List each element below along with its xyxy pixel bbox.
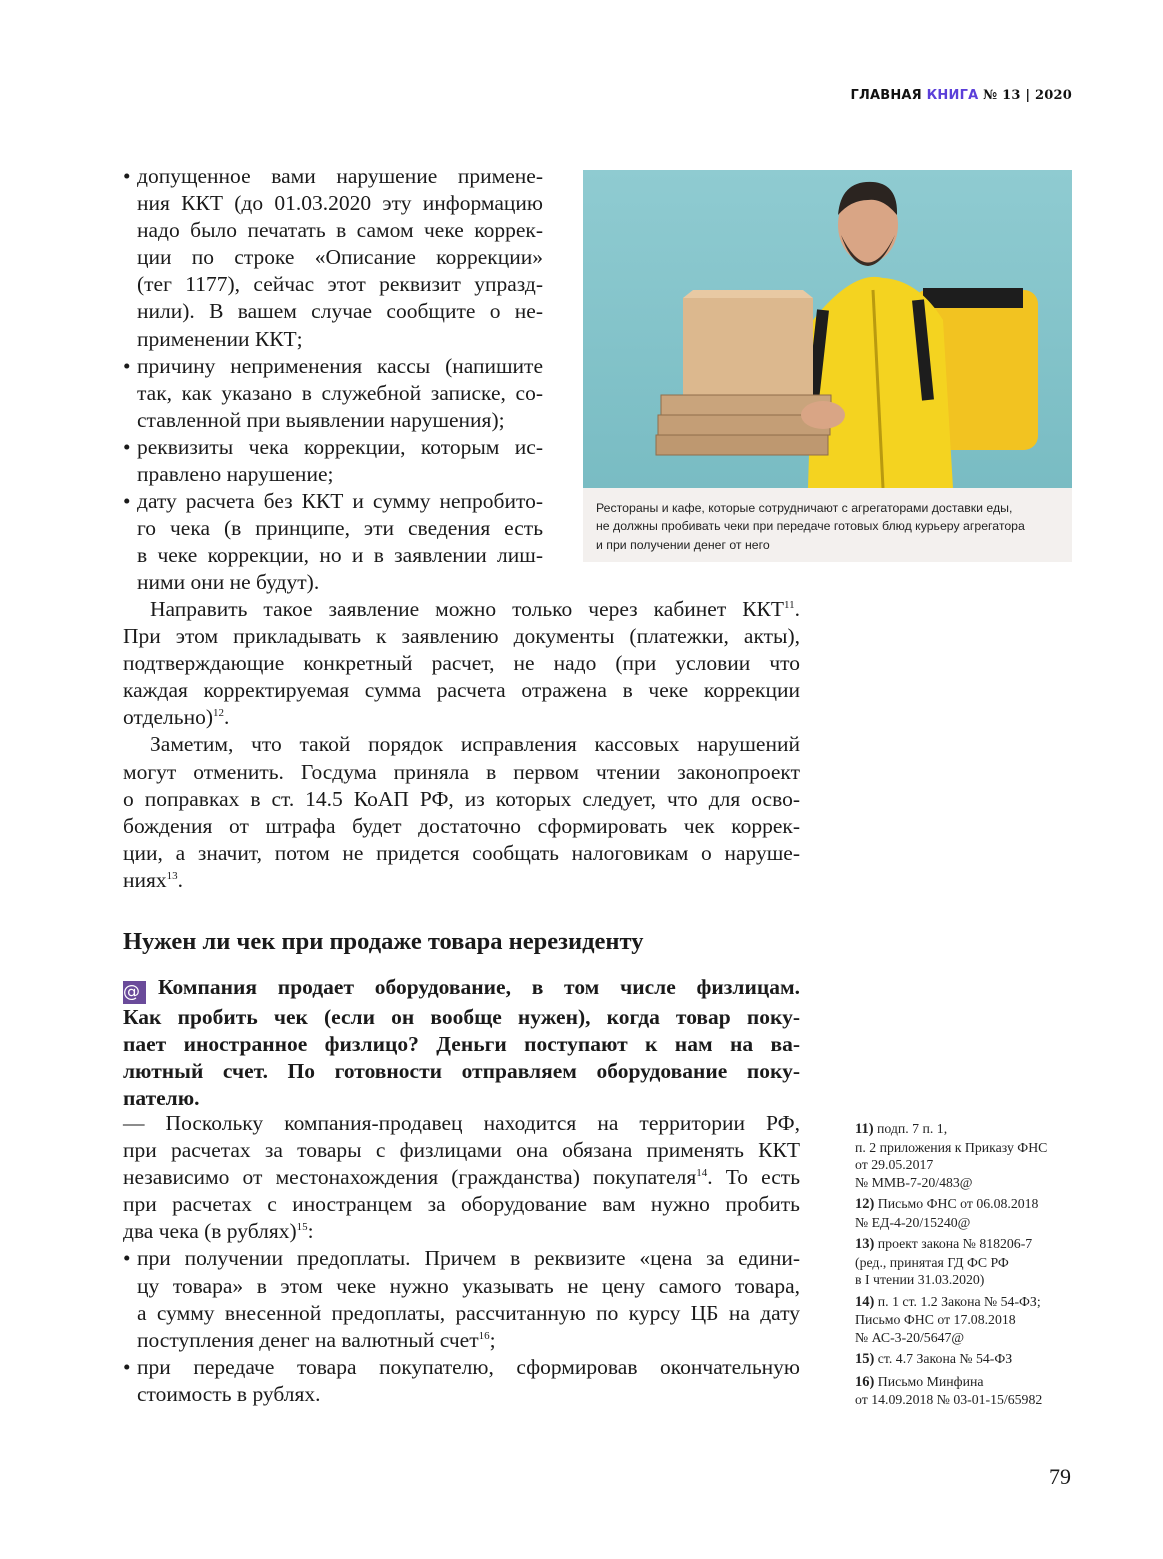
- line-text: подтверждающие конкретный расчет, не надо (при условии что: [123, 651, 800, 676]
- footnote-text: подп. 7 п. 1,: [876, 1121, 948, 1136]
- footnote-number: 12): [855, 1196, 875, 1212]
- answer-line: [123, 1110, 800, 1137]
- text-line: [137, 298, 543, 325]
- footnote-number: 16): [855, 1373, 875, 1390]
- answer-block: [123, 1110, 800, 1408]
- line-text: при расчетах с иностранцем за оборудование вам нужно пробить: [123, 1192, 800, 1217]
- line-text-tail: . То есть: [707, 1165, 801, 1190]
- text-line: [137, 461, 543, 488]
- answer-line: [123, 1191, 800, 1218]
- footnote-ref[interactable]: 15: [296, 1221, 308, 1234]
- footnote-number: 13): [855, 1236, 875, 1252]
- line-text: При этом прикладывать к заявлению документы (платежки, акты),: [123, 624, 800, 649]
- footnote-text: № АС-3-20/5647@: [855, 1329, 965, 1345]
- footnote-number: 14): [855, 1293, 875, 1310]
- text-line: [137, 542, 543, 569]
- magazine-title-accent: КНИГА: [926, 88, 979, 103]
- footnote-line: [855, 1311, 1085, 1329]
- line-text: го чека (в принципе, эти сведения есть: [137, 516, 543, 541]
- paragraph-line: [123, 677, 800, 704]
- line-text: а сумму внесенной предоплаты, рассчитанную по курсу ЦБ на дату: [137, 1300, 800, 1325]
- paragraph-line: [123, 596, 800, 623]
- at-question-icon: @: [123, 981, 146, 1004]
- section-heading: Нужен ли чек при продаже товара нерезиденту: [123, 928, 644, 955]
- text-line: [137, 1381, 800, 1408]
- footnote-line: [855, 1391, 1085, 1409]
- paragraph-line: [123, 759, 800, 786]
- caption-line: и при получении денег от него: [596, 537, 770, 552]
- line-text: надо было печатать в самом чеке коррек-: [137, 218, 543, 243]
- footnote-line: [855, 1156, 1085, 1174]
- line-text: о поправках в ст. 14.5 КоАП РФ, из которых следует, что для осво-: [123, 786, 800, 811]
- text-line: [137, 407, 543, 434]
- footnote-text: Письмо ФНС от 17.08.2018: [855, 1312, 1016, 1327]
- footnote-item: [855, 1293, 1085, 1347]
- page-number: 79: [1049, 1464, 1071, 1489]
- line-text-tail: .: [224, 705, 230, 730]
- bullet-item: [123, 1354, 800, 1408]
- bullet-item: [123, 353, 543, 434]
- footnote-line: [855, 1350, 1085, 1369]
- text-line: [137, 353, 543, 380]
- photo-caption: [583, 488, 1072, 562]
- footnote-line: [855, 1195, 1085, 1214]
- line-text: независимо от местонахождения (гражданства) покупателя: [123, 1165, 697, 1190]
- magazine-title: ГЛАВНАЯ: [850, 88, 922, 103]
- text-line: [137, 163, 543, 190]
- footnote-number: 15): [855, 1351, 875, 1367]
- text-line: [137, 217, 543, 244]
- paragraph-line: [123, 786, 800, 813]
- paragraph-line: [123, 813, 800, 840]
- footnote-text: Письмо ФНС от 06.08.2018: [877, 1196, 1039, 1211]
- caption-line: Рестораны и кафе, которые сотрудничают с агрегаторами доставки еды,: [596, 501, 1013, 515]
- line-text: так, как указано в служебной записке, со-: [137, 380, 543, 405]
- line-text: поступления денег на валютный счет: [137, 1327, 479, 1352]
- line-text: отдельно): [123, 705, 214, 730]
- line-text: при передаче товара покупателю, сформировав окончательную: [137, 1354, 800, 1379]
- footnote-line: [855, 1373, 1085, 1392]
- line-text: могут отменить. Госдума приняла в первом чтении законопроект: [123, 759, 800, 784]
- text-line: [137, 434, 543, 461]
- footnote-text: ст. 4.7 Закона № 54-ФЗ: [877, 1351, 1013, 1366]
- paragraph-line: [123, 623, 800, 650]
- answer-line: [123, 1137, 800, 1164]
- text-line: [137, 1245, 800, 1272]
- line-text: лютный счет. По готовности отправляем оборудование поку-: [123, 1059, 800, 1084]
- top-bullet-list: [123, 163, 543, 597]
- text-line: [137, 326, 543, 353]
- paragraph-line: [123, 867, 800, 894]
- footnote-ref[interactable]: 14: [696, 1167, 708, 1180]
- footnote-line: [855, 1235, 1085, 1254]
- footnote-ref[interactable]: 11: [784, 599, 795, 611]
- text-line: [137, 1300, 800, 1327]
- paragraph-line: [123, 840, 800, 867]
- question-line: [123, 974, 800, 1004]
- text-line: [137, 190, 543, 217]
- line-text: Направить такое заявление можно только через кабинет ККТ: [150, 597, 785, 621]
- line-text: допущенное вами нарушение примене-: [137, 164, 543, 188]
- footnote-text: № ЕД-4-20/15240@: [855, 1214, 971, 1230]
- line-text: правлено нарушение;: [137, 462, 334, 487]
- footnote-line: [855, 1120, 1085, 1139]
- footnote-item: [855, 1120, 1085, 1191]
- line-text: (тег 1177), сейчас этот реквизит упразд-: [137, 272, 543, 297]
- line-text: ния ККТ (до 01.03.2020 эту информацию: [137, 191, 543, 216]
- footnote-text: от 29.05.2017: [855, 1157, 934, 1172]
- line-text: Как пробить чек (если он вообще нужен), когда товар поку-: [123, 1005, 800, 1029]
- line-text: ставленной при выявлении нарушения);: [137, 407, 505, 432]
- bullet-item: [123, 488, 543, 596]
- footnote-text: Письмо Минфина: [877, 1373, 984, 1389]
- text-line: [137, 1273, 800, 1300]
- line-text: каждая корректируемая сумма расчета отражена в чеке коррекции: [123, 678, 800, 703]
- line-text: цу товара» в этом чеке нужно указывать не цену самого товара,: [137, 1273, 800, 1298]
- running-header: [850, 88, 1072, 103]
- footnote-line: [855, 1139, 1085, 1157]
- footnote-item: [855, 1235, 1085, 1289]
- line-text: — Поскольку компания-продавец находится на территории РФ,: [123, 1111, 800, 1135]
- footnote-text: п. 1 ст. 1.2 Закона № 54-ФЗ;: [877, 1293, 1041, 1309]
- footnote-text: п. 2 приложения к Приказу ФНС: [855, 1139, 1048, 1155]
- footnote-line: [855, 1329, 1085, 1347]
- line-text: при расчетах за товары с физлицами она обязана применять ККТ: [123, 1138, 800, 1163]
- line-text: ними они не будут).: [137, 570, 320, 595]
- body-paragraphs: [123, 596, 800, 894]
- courier-photo: [583, 170, 1072, 488]
- footnote-text: проект закона № 818206-7: [877, 1236, 1033, 1251]
- text-line: [137, 569, 543, 596]
- line-text: причину неприменения кассы (напишите: [137, 353, 543, 378]
- footnote-line: [855, 1214, 1085, 1232]
- line-text-tail: .: [794, 597, 800, 621]
- question-line: [123, 1058, 800, 1085]
- footnote-line: [855, 1174, 1085, 1192]
- question-line: [123, 1004, 800, 1031]
- footnotes: [855, 1120, 1085, 1413]
- footnote-line: [855, 1271, 1085, 1289]
- footnote-text: (ред., принятая ГД ФС РФ: [855, 1254, 1009, 1270]
- line-text: реквизиты чека коррекции, которым ис-: [137, 434, 543, 459]
- line-text: два чека (в рублях): [123, 1219, 297, 1244]
- line-text: нили). В вашем случае сообщите о не-: [137, 299, 543, 324]
- footnote-ref[interactable]: 12: [213, 707, 225, 720]
- text-line: [137, 515, 543, 542]
- bullet-item: [123, 1245, 800, 1353]
- line-text: ции по строке «Описание коррекции»: [137, 245, 543, 270]
- footnote-text: в I чтении 31.03.2020): [855, 1272, 985, 1287]
- issue-number: № 13 | 2020: [983, 88, 1072, 103]
- question-line: [123, 1031, 800, 1058]
- footnote-item: [855, 1373, 1085, 1409]
- footnote-item: [855, 1195, 1085, 1231]
- bullet-item: [123, 163, 543, 353]
- footnote-text: от 14.09.2018 № 03-01-15/65982: [855, 1392, 1043, 1407]
- caption-line: не должны пробивать чеки при передаче готовых блюд курьеру агрегатора: [596, 519, 1025, 534]
- answer-line: [123, 1218, 800, 1245]
- text-line: [137, 271, 543, 298]
- line-text: пателю.: [123, 1086, 200, 1111]
- line-text: ниях: [123, 867, 167, 892]
- line-text-tail: .: [177, 867, 184, 892]
- question-block: [123, 974, 800, 1112]
- line-text: ции, а значит, потом не придется сообщать налоговикам о наруше-: [123, 840, 800, 865]
- paragraph-line: [123, 704, 800, 731]
- bullet-item: [123, 434, 543, 488]
- question-line: [123, 1085, 800, 1112]
- line-text: Компания продает оборудование, в том числе физлицам.: [158, 975, 800, 999]
- text-line: [137, 1327, 800, 1354]
- line-text: бождения от штрафа будет достаточно сформировать чек коррек-: [123, 813, 800, 838]
- answer-line: [123, 1164, 800, 1191]
- line-text: пает иностранное физлицо? Деньги поступают к нам на ва-: [123, 1032, 800, 1057]
- footnote-ref[interactable]: 13: [166, 869, 178, 882]
- line-text: при получении предоплаты. Причем в реквизите «цена за едини-: [137, 1246, 800, 1271]
- line-text: в чеке коррекции, но и в заявлении лиш-: [137, 543, 543, 568]
- footnote-line: [855, 1293, 1085, 1312]
- line-text-tail: :: [307, 1219, 314, 1244]
- text-line: [137, 1354, 800, 1381]
- footnote-number: 11): [855, 1121, 874, 1137]
- line-text: дату расчета без ККТ и сумму непробито-: [137, 489, 543, 514]
- text-line: [137, 244, 543, 271]
- text-line: [137, 488, 543, 515]
- line-text: стоимость в рублях.: [137, 1381, 321, 1406]
- footnote-text: № ММВ-7-20/483@: [855, 1174, 973, 1190]
- footnote-line: [855, 1254, 1085, 1272]
- paragraph-line: [123, 731, 800, 758]
- footnote-ref[interactable]: 16: [478, 1329, 490, 1342]
- paragraph-line: [123, 650, 800, 677]
- line-text: применении ККТ;: [137, 326, 303, 351]
- text-line: [137, 380, 543, 407]
- footnote-item: [855, 1350, 1085, 1369]
- line-text-tail: ;: [489, 1327, 496, 1352]
- line-text: Заметим, что такой порядок исправления кассовых нарушений: [150, 732, 800, 757]
